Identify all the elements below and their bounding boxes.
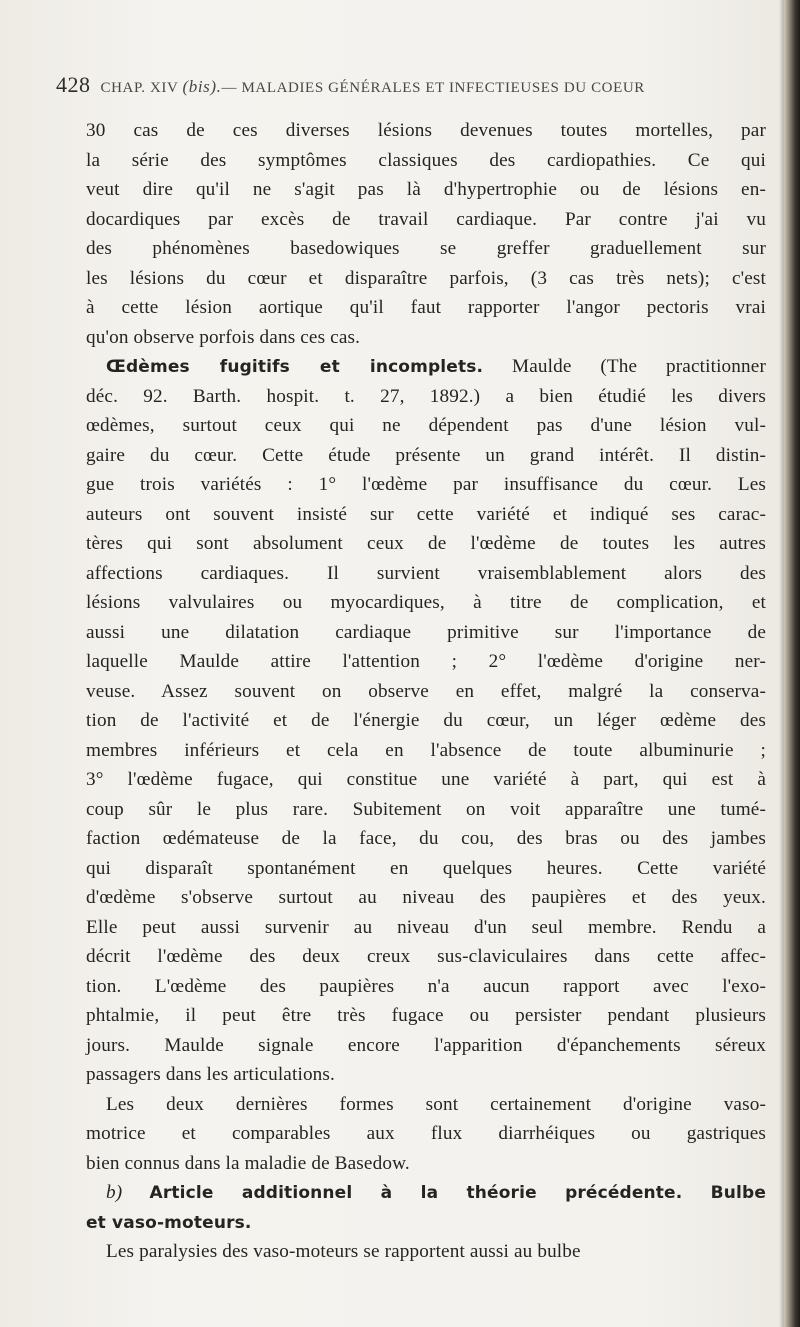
text-line: motrice et comparables aux flux diarrhéiques ou gastriques: [86, 1123, 766, 1144]
text-line: auteurs ont souvent insisté sur cette variété et indiqué ses carac-: [86, 503, 766, 525]
oedemes-paragraph-start: [86, 352, 766, 382]
text-line: gue trois variétés : 1° l'œdème par insuffisance du cœur. Les: [86, 474, 766, 495]
text-line: phtalmie, il peut être très fugace ou persister pendant plusieurs: [86, 1005, 766, 1026]
oedemes-lead: Maulde (The practitionner: [511, 356, 766, 377]
text-line: Elle peut aussi survenir au niveau d'un seul membre. Rendu a: [86, 916, 766, 938]
text-line: tion de l'activité et de l'énergie du cœur, un léger œdème des: [86, 710, 766, 731]
text-line: œdèmes, surtout ceux qui ne dépendent pas d'une lésion vul-: [86, 415, 766, 436]
text-line: veuse. Assez souvent on observe en effet, malgré la conserva-: [86, 680, 766, 702]
text-line: veut dire qu'il ne s'agit pas là d'hypertrophie ou de lésions en-: [86, 179, 766, 200]
text-line: 30 cas de ces diverses lésions devenues toutes mortelles, par: [86, 120, 766, 141]
text-line: tères qui sont absolument ceux de l'œdème de toutes les autres: [86, 533, 766, 554]
page-text: [86, 116, 766, 1267]
oedemes-heading: Œdèmes fugitifs et incomplets.: [106, 357, 484, 377]
text-line: coup sûr le plus rare. Subitement on voit apparaître une tumé-: [86, 798, 766, 820]
article-b-heading-cont: [86, 1208, 766, 1238]
text-line: lésions valvulaires ou myocardiques, à titre de complication, et: [86, 592, 766, 613]
text-line: qu'on observe porfois dans ces cas.: [86, 326, 361, 348]
text-line: décrit l'œdème des deux creux sus-claviculaires dans cette affec-: [86, 946, 766, 967]
text-line: des phénomènes basedowiques se greffer graduellement sur: [86, 238, 766, 259]
article-b-letter: b): [106, 1182, 123, 1203]
header-title: — MALADIES GÉNÉRALES ET INFECTIEUSES DU COEUR: [221, 80, 645, 96]
text-line: 3° l'œdème fugace, qui constitue une variété à part, qui est à: [86, 769, 766, 790]
text-line: laquelle Maulde attire l'attention ; 2° l'œdème d'origine ner-: [86, 651, 766, 672]
text-line: aussi une dilatation cardiaque primitive sur l'importance de: [86, 621, 766, 643]
text-line: Les deux dernières formes sont certainement d'origine vaso-: [106, 1093, 766, 1115]
text-line: faction œdémateuse de la face, du cou, des bras ou des jambes: [86, 828, 766, 849]
running-title: [100, 77, 645, 96]
text-line: passagers dans les articulations.: [86, 1064, 335, 1085]
page-number: 428: [56, 72, 91, 97]
text-line: affections cardiaques. Il survient vraisemblablement alors des: [86, 562, 766, 584]
text-line: membres inférieurs et cela en l'absence de toute albuminurie ;: [86, 739, 766, 761]
text-line: Les paralysies des vaso-moteurs se rapportent aussi au bulbe: [106, 1241, 581, 1262]
text-line: jours. Maulde signale encore l'apparition d'épanchements séreux: [86, 1034, 766, 1056]
text-line: bien connus dans la maladie de Basedow.: [86, 1152, 410, 1174]
text-line: à cette lésion aortique qu'il faut rapporter l'angor pectoris vrai: [86, 297, 766, 318]
article-b-heading-end: et vaso-moteurs.: [86, 1212, 252, 1233]
text-line: les lésions du cœur et disparaître parfois, (3 cas très nets); c'est: [86, 267, 766, 289]
text-line: gaire du cœur. Cette étude présente un grand intérêt. Il distin-: [86, 444, 766, 466]
text-line: d'œdème s'observe surtout au niveau des paupières et des yeux.: [86, 887, 766, 908]
text-line: docardiques par excès de travail cardiaque. Par contre j'ai vu: [86, 208, 766, 230]
text-line: tion. L'œdème des paupières n'a aucun rapport avec l'exo-: [86, 975, 766, 997]
article-b-heading: Article additionnel à la théorie précédente. Bulbe: [149, 1183, 766, 1203]
chapter-bis: (bis).: [182, 77, 222, 96]
text-line: la série des symptômes classiques des cardiopathies. Ce qui: [86, 149, 766, 171]
text-line: déc. 92. Barth. hospit. t. 27, 1892.) a bien étudié les divers: [86, 385, 766, 407]
page-edge: [784, 0, 800, 1327]
running-header: [56, 72, 776, 102]
chapter-label: CHAP. XIV: [100, 80, 179, 96]
text-line: qui disparaît spontanément en quelques heures. Cette variété: [86, 857, 766, 879]
article-b-heading-line: [86, 1178, 766, 1208]
